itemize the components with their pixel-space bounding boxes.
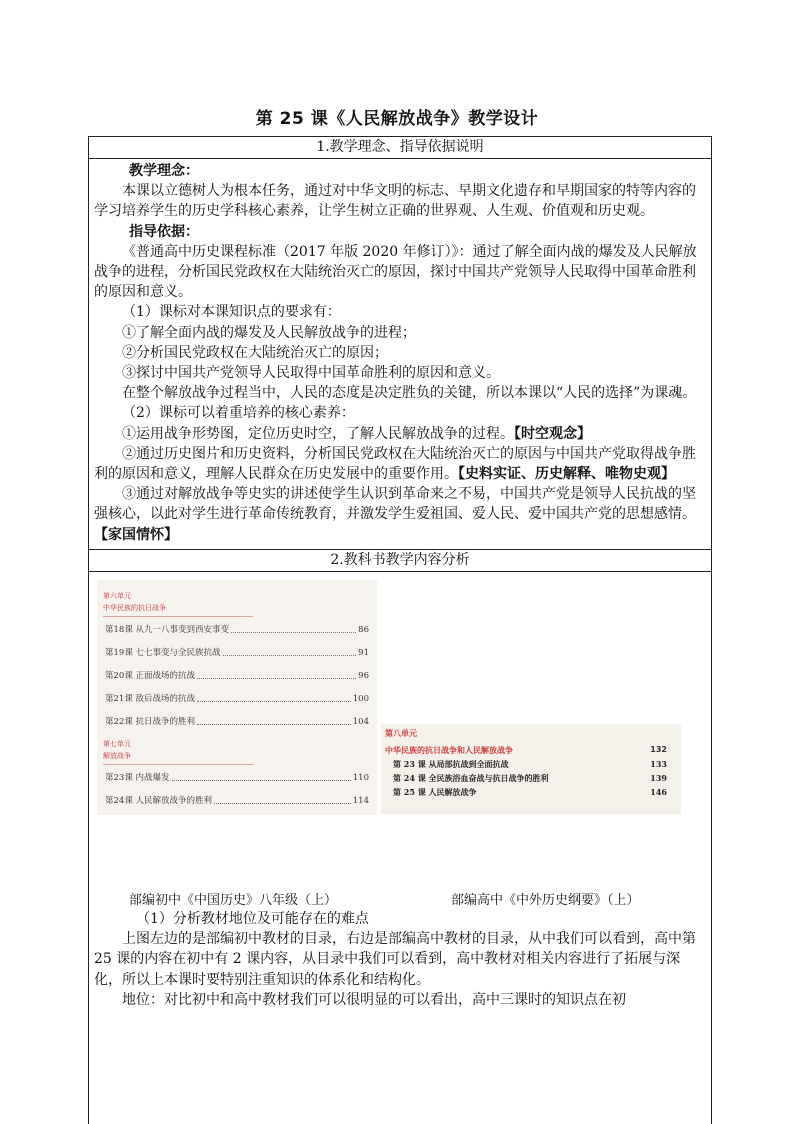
senior-toc-row-label: 第 24 课 全民族浴血奋战与抗日战争的胜利 (393, 772, 549, 783)
analysis-title: （1）分析教材地位及可能存在的难点 (136, 911, 369, 927)
junior-toc-row-page: 114 (352, 795, 369, 806)
core-item-2-text: ②通过历史图片和历史资料，分析国民党政权在大陆统治灭亡的原因与中国共产党取得战争胜利的原因和意义，理解人民群众在历史发展中的重要作用。 (94, 445, 696, 483)
senior-toc-row (393, 759, 667, 770)
section1-heading: 1.教学理念、指导依据说明 (89, 137, 711, 159)
page-title: 第 25 课《人民解放战争》教学设计 (255, 109, 539, 129)
senior-textbook-toc (381, 724, 681, 814)
core-title: （2）课标可以着重培养的核心素养： (122, 405, 355, 422)
core-item-3-text: ③通过对解放战争等史实的讲述使学生认识到革命来之不易，中国共产党是领导人民抗战的坚强核心，以此对学生进行革命传统教育，并激发学生爱祖国、爱人民、爱中国共产党的思想感情。 (94, 486, 696, 523)
toc-leader-dots (197, 719, 351, 725)
senior-toc-row (393, 773, 667, 784)
unit8-label: 第八单元 (385, 728, 417, 738)
core-item-1 (94, 424, 706, 444)
toc-leader-dots (172, 775, 351, 781)
junior-toc-row-page: 86 (358, 624, 369, 635)
junior-toc-row (97, 711, 377, 734)
section1-body (89, 159, 711, 549)
textbook-figures (89, 572, 711, 822)
junior-toc-row (97, 790, 377, 813)
junior-toc-row-page: 100 (352, 693, 369, 704)
junior-toc-row (97, 688, 377, 711)
senior-toc-row-page: 139 (650, 772, 667, 783)
senior-toc-row-page: 133 (650, 758, 667, 769)
junior-toc-row-label: 第19课 七七事变与全民族抗战 (105, 647, 221, 658)
core-item-2-tag: 【史料实证、历史解释、唯物史观】 (458, 466, 675, 483)
toc-leader-dots (223, 650, 357, 656)
unit8-page: 132 (650, 744, 667, 754)
lesson-table (88, 136, 712, 1124)
req-item-1: ①了解全面内战的爆发及人民解放战争的进程； (122, 324, 416, 341)
senior-toc-row-label: 第 25 课 人民解放战争 (393, 786, 477, 797)
toc-leader-dots (197, 673, 356, 679)
caption-right: 部编高中《中外历史纲要》（上） (451, 893, 640, 908)
junior-textbook-toc (97, 580, 377, 815)
junior-toc-row (97, 642, 377, 665)
junior-toc-row-label: 第18课 从九一八事变到西安事变 (105, 624, 230, 635)
toc-leader-dots (214, 798, 351, 804)
basis-label: 指导依据： (129, 223, 199, 240)
position-text: 地位：对比初中和高中教材我们可以很明显的可以看出，高中三课时的知识点在初 (122, 991, 626, 1008)
core-item-3 (94, 484, 706, 545)
core-item-1-tag: 【时空观念】 (514, 425, 591, 442)
unit8-title: 中华民族的抗日战争和人民解放战争 (385, 745, 513, 755)
junior-toc-row-label: 第21课 敌后战场的抗战 (105, 693, 196, 704)
concept-text: 本课以立德树人为根本任务，通过对中华文明的标志、早期文化遗存和早期国家的特等内容的学习培养学生的历史学科核心素养，让学生树立正确的世界观、人生观、价值观和历史观。 (94, 183, 696, 220)
soul-text: 在整个解放战争过程当中，人民的态度是决定胜负的关键，所以本课以“人民的选择”为课魂。 (122, 385, 697, 402)
unit6-label: 第六单元 (103, 591, 131, 600)
junior-toc-row-page: 104 (352, 716, 369, 727)
analysis-text: 上图左边的是部编初中教材的目录，右边是部编高中教材的目录，从中我们可以看到，高中第 25 课的内容在初中有 2 课内容，从目录中我们可以看到，高中教材对相关内容进行了拓展与深化，所以上本课时要特别注重知识的体系化和结构化。 (94, 931, 696, 988)
junior-toc-row-label: 第20课 正面战场的抗战 (105, 670, 196, 681)
senior-toc-row-page: 146 (650, 786, 667, 797)
junior-toc-row-page: 110 (352, 772, 369, 783)
toc-leader-dots (231, 627, 356, 633)
toc-leader-dots (197, 696, 351, 702)
junior-toc-row (97, 665, 377, 688)
core-item-1-text: ①运用战争形势图，定位历史时空，了解人民解放战争的过程。 (122, 425, 514, 442)
req-item-3: ③探讨中国共产党领导人民取得中国革命胜利的原因和意义。 (122, 365, 500, 382)
core-item-3-tag: 【家国情怀】 (94, 526, 178, 543)
caption-left: 部编初中《中国历史》八年级（上） (129, 893, 338, 908)
junior-toc-row-page: 91 (358, 647, 369, 658)
section2-heading: 2.教科书教学内容分析 (89, 550, 711, 572)
junior-toc-row-label: 第22课 抗日战争的胜利 (105, 716, 196, 727)
junior-toc-row (97, 619, 377, 642)
unit7-label: 第七单元 (103, 739, 131, 748)
unit8-title-row (385, 745, 681, 756)
senior-toc-row (393, 787, 667, 798)
junior-toc-row (97, 767, 377, 790)
junior-toc-row-page: 96 (358, 670, 369, 681)
unit7-title: 解放战争 (103, 751, 131, 760)
req-item-2: ②分析国民党政权在大陆统治灭亡的原因； (122, 344, 388, 361)
concept-label: 教学理念： (129, 163, 199, 179)
basis-text: 《普通高中历史课程标准（2017 年版 2020 年修订）》：通过了解全面内战的爆发及人民解放战争的进程，分析国民党政权在大陆统治灭亡的原因，探讨中国共产党领导人民取得中国革命胜利的原因和意义。 (94, 243, 697, 301)
senior-toc-row-label: 第 23 课 从局部抗战到全面抗战 (393, 758, 509, 769)
junior-toc-row-label: 第24课 人民解放战争的胜利 (105, 795, 213, 806)
analysis-body (89, 909, 711, 1010)
unit6-title: 中华民族的抗日战争 (103, 603, 166, 612)
junior-toc-row-label: 第23课 内战爆发 (105, 772, 170, 783)
core-item-2 (94, 444, 706, 484)
req-title: （1）课标对本课知识点的要求有： (122, 304, 341, 321)
